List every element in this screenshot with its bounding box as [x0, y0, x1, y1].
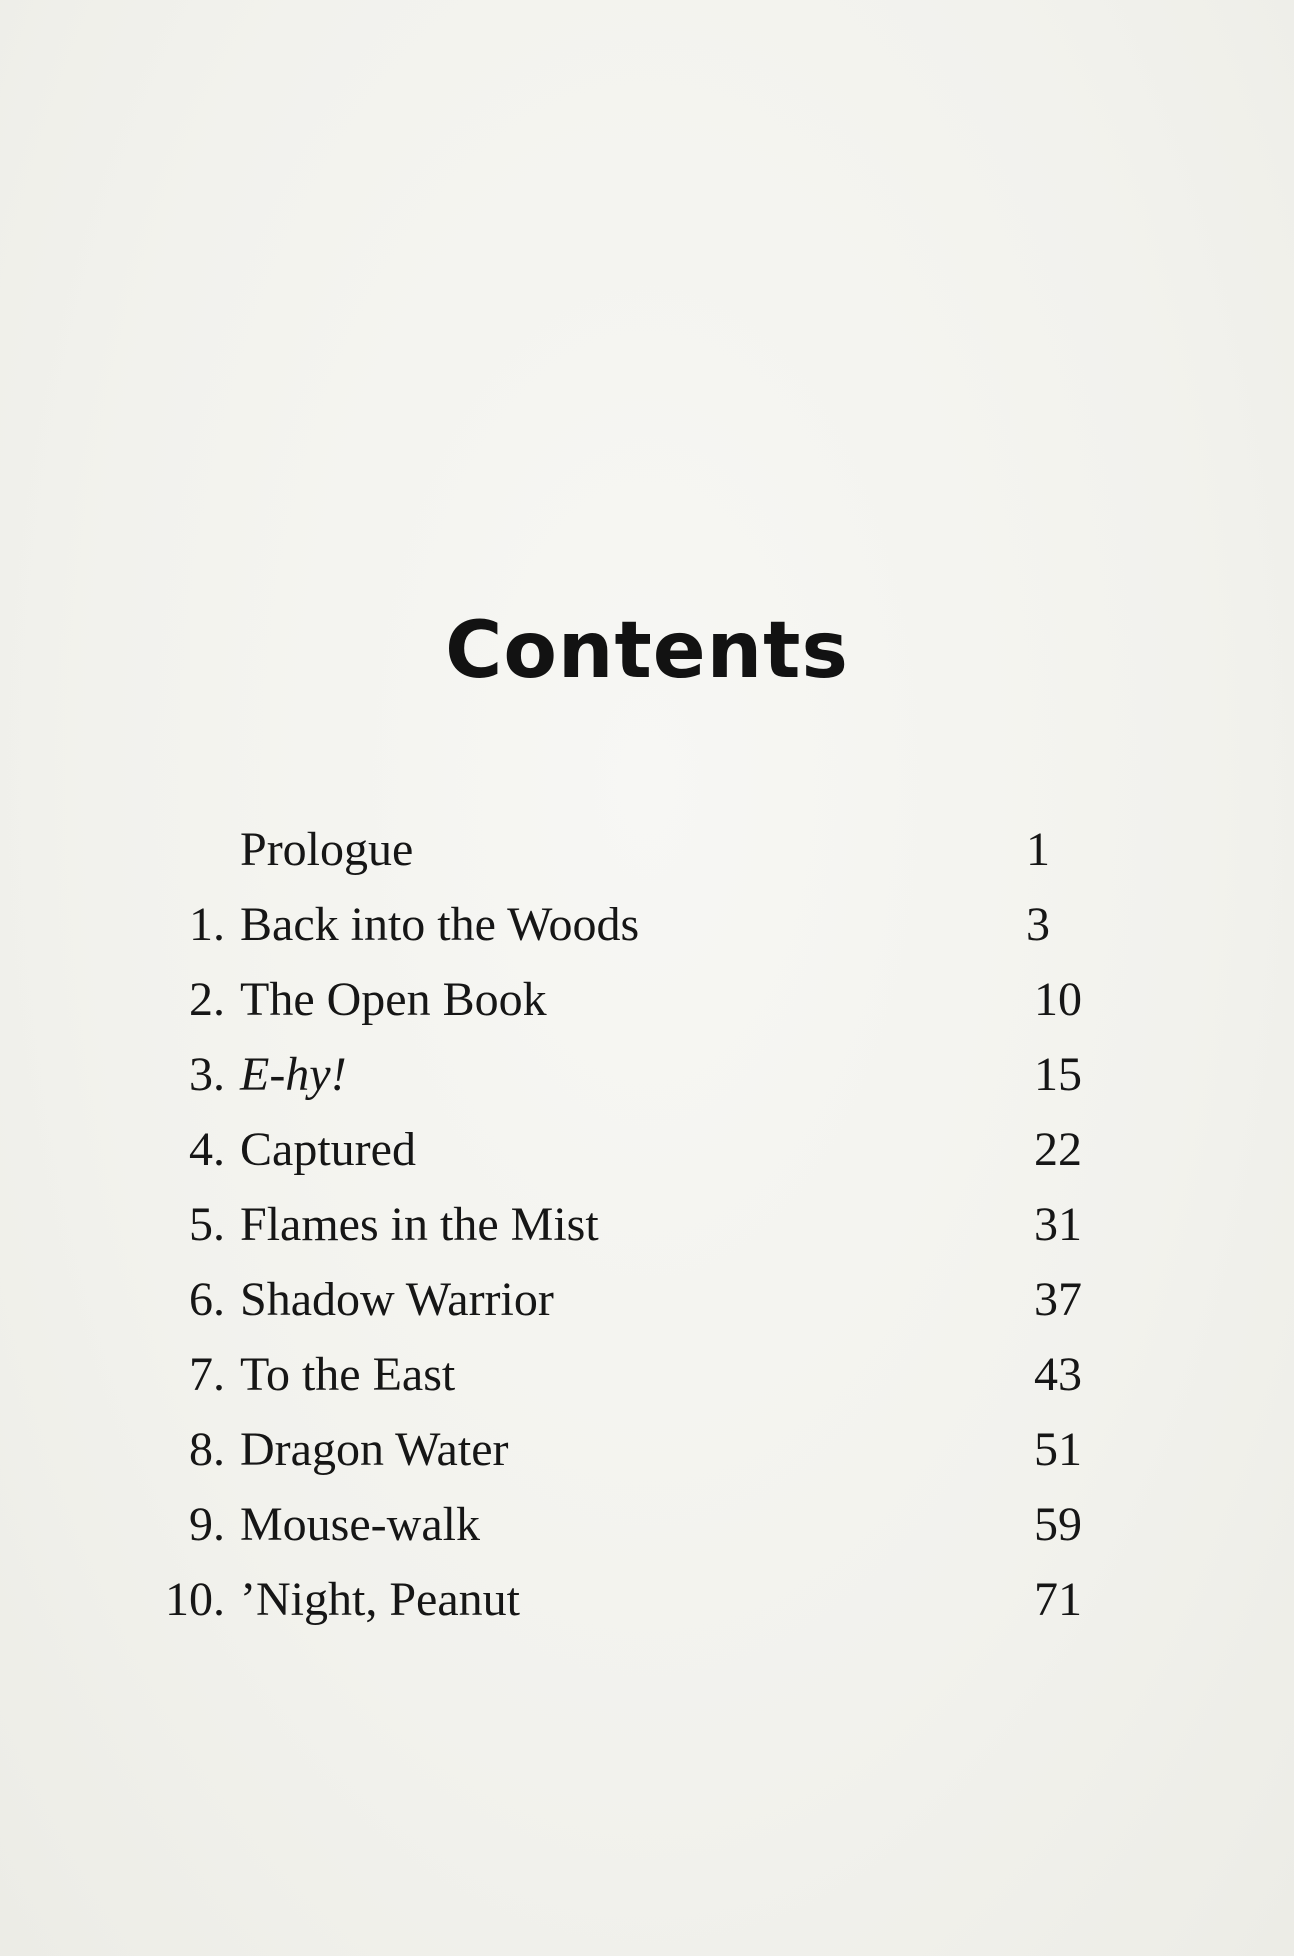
- chapter-number: 4.: [189, 1123, 225, 1176]
- chapter-title: ’Night, Peanut: [240, 1573, 520, 1626]
- chapter-number: 3.: [189, 1048, 225, 1101]
- toc-entry: [0, 812, 1294, 887]
- page-number: 1: [1026, 823, 1050, 876]
- toc-entry: [0, 962, 1294, 1037]
- page-number: 71: [1034, 1573, 1082, 1626]
- chapter-title: Flames in the Mist: [240, 1198, 599, 1251]
- toc-entry: [0, 1487, 1294, 1562]
- chapter-title: Mouse-walk: [240, 1498, 480, 1551]
- chapter-title: Captured: [240, 1123, 416, 1176]
- page-number: 31: [1034, 1198, 1082, 1251]
- page-number: 10: [1034, 973, 1082, 1026]
- chapter-title: The Open Book: [240, 973, 547, 1026]
- toc-entry: [0, 1412, 1294, 1487]
- page-number: 3: [1026, 898, 1050, 951]
- toc-entry: [0, 1112, 1294, 1187]
- chapter-title: Back into the Woods: [240, 898, 640, 951]
- toc-entry: [0, 1337, 1294, 1412]
- table-of-contents: [0, 812, 1294, 1637]
- page-number: 37: [1034, 1273, 1082, 1326]
- chapter-title: To the East: [240, 1348, 456, 1401]
- chapter-title: Shadow Warrior: [240, 1273, 554, 1326]
- page-number: 43: [1034, 1348, 1082, 1401]
- chapter-number: 5.: [189, 1198, 225, 1251]
- toc-entry: [0, 1262, 1294, 1337]
- toc-entry: [0, 1037, 1294, 1112]
- page-number: 15: [1034, 1048, 1082, 1101]
- chapter-number: 9.: [189, 1498, 225, 1551]
- page-number: 59: [1034, 1498, 1082, 1551]
- chapter-title: E-hy!: [240, 1048, 347, 1101]
- page-number: 51: [1034, 1423, 1082, 1476]
- chapter-number: 1.: [189, 898, 225, 951]
- chapter-number: 10.: [165, 1573, 225, 1626]
- toc-entry: [0, 887, 1294, 962]
- chapter-number: 7.: [189, 1348, 225, 1401]
- chapter-number: 8.: [189, 1423, 225, 1476]
- chapter-title: Prologue: [240, 823, 414, 876]
- chapter-number: 2.: [189, 973, 225, 1026]
- toc-entry: [0, 1562, 1294, 1637]
- page-title: Contents: [445, 606, 849, 697]
- chapter-title: Dragon Water: [240, 1423, 509, 1476]
- page-number: 22: [1034, 1123, 1082, 1176]
- toc-entry: [0, 1187, 1294, 1262]
- chapter-number: 6.: [189, 1273, 225, 1326]
